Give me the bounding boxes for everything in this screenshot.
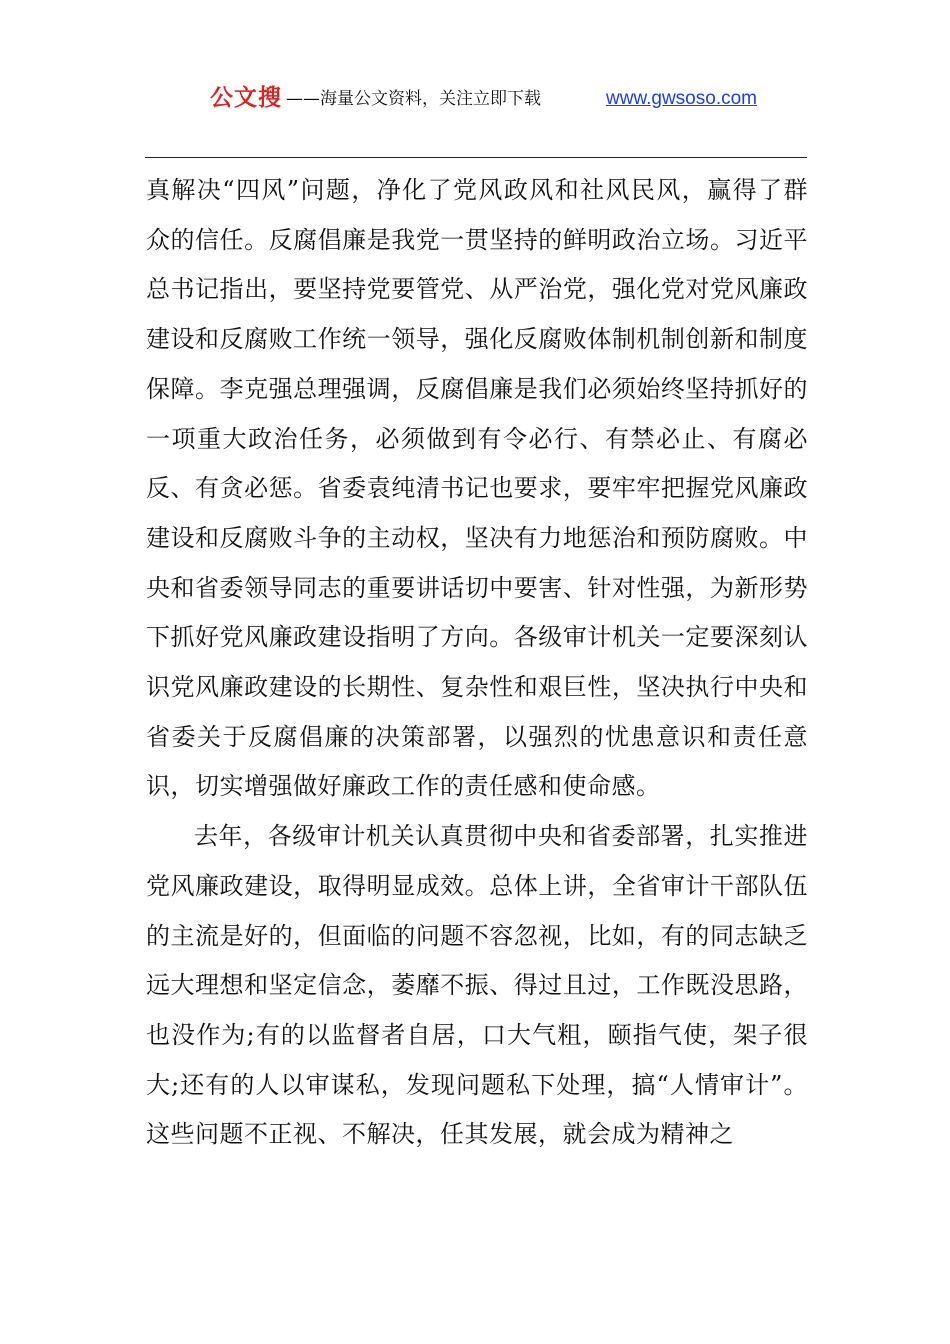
brand-logo-text: 公文搜	[210, 85, 282, 111]
page-header	[0, 82, 950, 118]
header-tagline: ——海量公文资料，关注立即下载	[286, 89, 541, 109]
body-paragraph-1: 真解决“四风”问题，净化了党风政风和社风民风，赢得了群众的信任。反腐倡廉是我党一贯坚持的鲜明政治立场。习近平总书记指出，要坚持党要管党、从严治党，强化党对党风廉政建设和反腐败工作统一领导，强化反腐败体制机制创新和制度保障。李克强总理强调，反腐倡廉是我们必须始终坚持抓好的一项重大政治任务，必须做到有令必行、有禁必止、有腐必反、有贪必惩。省委袁纯清书记也要求，要牢牢把握党风廉政建设和反腐败斗争的主动权，坚决有力地惩治和预防腐败。中央和省委领导同志的重要讲话切中要害、针对性强，为新形势下抓好党风廉政建设指明了方向。各级审计机关一定要深刻认识党风廉政建设的长期性、复杂性和艰巨性，坚决执行中央和省委关于反腐倡廉的决策部署，以强烈的忧患意识和责任意识，切实增强做好廉政工作的责任感和使命感。	[146, 176, 808, 801]
header-divider	[145, 157, 807, 158]
document-body	[146, 166, 808, 1160]
body-paragraph-2: 去年，各级审计机关认真贯彻中央和省委部署，扎实推进党风廉政建设，取得明显成效。总体上讲，全省审计干部队伍的主流是好的，但面临的问题不容忽视，比如，有的同志缺乏远大理想和坚定信念，萎靡不振、得过且过，工作既没思路，也没作为;有的以监督者自居，口大气粗，颐指气使，架子很大;还有的人以审谋私，发现问题私下处理，搞“人情审计”。这些问题不正视、不解决，任其发展，就会成为精神之	[146, 822, 808, 1149]
website-link[interactable]: www.gwsoso.com	[606, 88, 757, 109]
